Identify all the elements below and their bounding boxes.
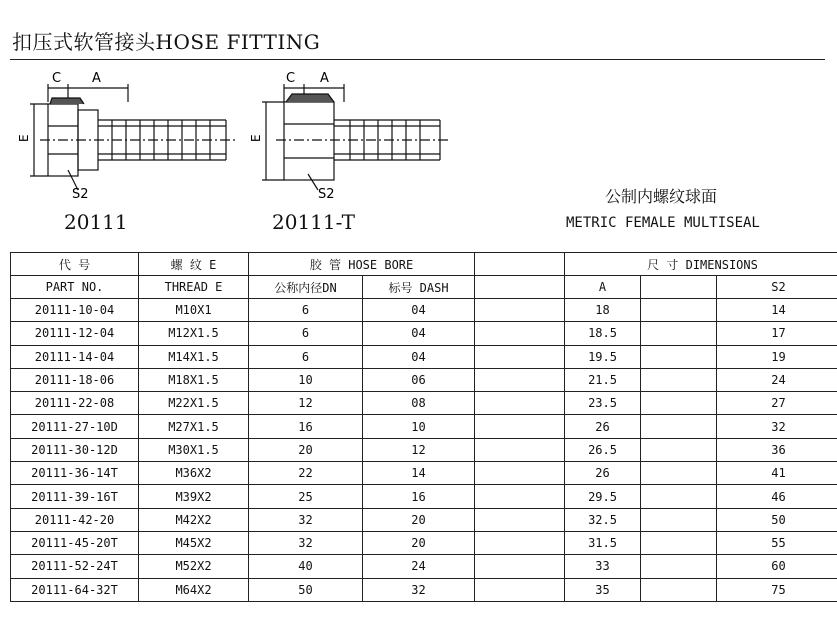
dim-s2-cell: 60 (717, 555, 837, 578)
dim-s2-cell: 41 (717, 462, 837, 485)
table-row (11, 485, 837, 508)
part-no-cell: 20111-14-04 (11, 345, 139, 368)
dim-a-cell: 18 (565, 299, 641, 322)
table-row (11, 578, 837, 601)
drawing-code-20111: 20111 (64, 210, 128, 234)
part-no-cell: 20111-30-12D (11, 438, 139, 461)
part-no-cell: 20111-42-20 (11, 508, 139, 531)
table-row (11, 555, 837, 578)
dim-s2-cell: 24 (717, 368, 837, 391)
header-code: 代 号 (11, 253, 139, 276)
blank-cell (641, 485, 717, 508)
header-dash: 标号 DASH (363, 276, 475, 299)
dn-cell: 22 (249, 462, 363, 485)
thread-cell: M12X1.5 (139, 322, 249, 345)
dash-cell: 04 (363, 299, 475, 322)
dash-cell: 20 (363, 531, 475, 554)
thread-cell: M18X1.5 (139, 368, 249, 391)
header-dimensions: 尺 寸 DIMENSIONS (565, 253, 837, 276)
table-header-row-2 (11, 276, 837, 299)
blank-cell (641, 438, 717, 461)
dim-s2-cell: 19 (717, 345, 837, 368)
header-thread: 螺 纹 E (139, 253, 249, 276)
part-no-cell: 20111-18-06 (11, 368, 139, 391)
dash-cell: 04 (363, 345, 475, 368)
dim-s2-cell: 32 (717, 415, 837, 438)
table-row (11, 345, 837, 368)
dim-a-cell: 33 (565, 555, 641, 578)
blank-cell (641, 345, 717, 368)
dash-cell: 14 (363, 462, 475, 485)
part-no-cell: 20111-10-04 (11, 299, 139, 322)
blank-cell (475, 438, 565, 461)
header-thread-e: THREAD E (139, 276, 249, 299)
blank-cell (641, 368, 717, 391)
part-no-cell: 20111-64-32T (11, 578, 139, 601)
dim-s2-cell: 50 (717, 508, 837, 531)
blank-cell (475, 531, 565, 554)
dn-cell: 25 (249, 485, 363, 508)
thread-cell: M42X2 (139, 508, 249, 531)
blank-cell (641, 299, 717, 322)
blank-cell (641, 462, 717, 485)
part-no-cell: 20111-39-16T (11, 485, 139, 508)
thread-cell: M45X2 (139, 531, 249, 554)
dim-a-label-1: A (92, 71, 101, 86)
blank-cell (475, 555, 565, 578)
table-row (11, 415, 837, 438)
drawing-code-20111-T: 20111-T (272, 210, 356, 234)
dash-cell: 24 (363, 555, 475, 578)
blank-cell (475, 462, 565, 485)
blank-cell (641, 322, 717, 345)
dim-s2-cell: 36 (717, 438, 837, 461)
dim-a-cell: 32.5 (565, 508, 641, 531)
part-no-cell: 20111-12-04 (11, 322, 139, 345)
dn-cell: 40 (249, 555, 363, 578)
table-row (11, 322, 837, 345)
thread-cell: M14X1.5 (139, 345, 249, 368)
table-header-row-1 (11, 253, 837, 276)
dim-a-cell: 26 (565, 462, 641, 485)
subtitle-chinese: 公制内螺纹球面 (605, 187, 718, 206)
table-row (11, 508, 837, 531)
blank-cell (475, 578, 565, 601)
dash-cell: 12 (363, 438, 475, 461)
part-no-cell: 20111-45-20T (11, 531, 139, 554)
blank-cell (641, 531, 717, 554)
dim-a-cell: 21.5 (565, 368, 641, 391)
dim-c-label-2: C (286, 71, 296, 86)
header-dn: 公称内径DN (249, 276, 363, 299)
thread-cell: M27X1.5 (139, 415, 249, 438)
part-no-cell: 20111-27-10D (11, 415, 139, 438)
blank-cell (475, 508, 565, 531)
part-no-cell: 20111-52-24T (11, 555, 139, 578)
table-row (11, 462, 837, 485)
dash-cell: 32 (363, 578, 475, 601)
dn-cell: 16 (249, 415, 363, 438)
table-row (11, 531, 837, 554)
dim-a-cell: 29.5 (565, 485, 641, 508)
header-blank-3 (475, 276, 565, 299)
dim-s2-cell: 14 (717, 299, 837, 322)
subtitle-english: METRIC FEMALE MULTISEAL (566, 215, 760, 231)
dn-cell: 6 (249, 299, 363, 322)
dim-e-label-1: E (17, 134, 31, 142)
spec-table (10, 252, 837, 602)
thread-cell: M10X1 (139, 299, 249, 322)
dn-cell: 20 (249, 438, 363, 461)
dim-s2-cell: 17 (717, 322, 837, 345)
blank-cell (641, 392, 717, 415)
thread-cell: M22X1.5 (139, 392, 249, 415)
blank-cell (475, 485, 565, 508)
blank-cell (641, 508, 717, 531)
blank-cell (641, 578, 717, 601)
dn-cell: 32 (249, 531, 363, 554)
dn-cell: 10 (249, 368, 363, 391)
dim-c-label-1: C (52, 71, 62, 86)
dim-s2-label-1: S2 (72, 187, 89, 202)
dn-cell: 32 (249, 508, 363, 531)
thread-cell: M36X2 (139, 462, 249, 485)
dash-cell: 06 (363, 368, 475, 391)
dn-cell: 6 (249, 345, 363, 368)
blank-cell (475, 392, 565, 415)
dim-a-cell: 26.5 (565, 438, 641, 461)
blank-cell (475, 368, 565, 391)
drawing-20111 (30, 84, 236, 190)
dim-a-cell: 19.5 (565, 345, 641, 368)
dim-e-label-2: E (249, 134, 263, 142)
dim-a-cell: 31.5 (565, 531, 641, 554)
part-no-cell: 20111-36-14T (11, 462, 139, 485)
blank-cell (475, 322, 565, 345)
thread-cell: M64X2 (139, 578, 249, 601)
table-row (11, 392, 837, 415)
dash-cell: 10 (363, 415, 475, 438)
title-divider (10, 59, 825, 60)
dim-s2-cell: 46 (717, 485, 837, 508)
thread-cell: M52X2 (139, 555, 249, 578)
header-s2: S2 (717, 276, 837, 299)
dash-cell: 04 (363, 322, 475, 345)
header-blank-4 (641, 276, 717, 299)
dash-cell: 16 (363, 485, 475, 508)
dim-s2-cell: 75 (717, 578, 837, 601)
dim-a-cell: 35 (565, 578, 641, 601)
part-no-cell: 20111-22-08 (11, 392, 139, 415)
dim-a-cell: 23.5 (565, 392, 641, 415)
thread-cell: M30X1.5 (139, 438, 249, 461)
page-title: 扣压式软管接头HOSE FITTING (12, 30, 321, 54)
dim-s2-cell: 27 (717, 392, 837, 415)
header-a: A (565, 276, 641, 299)
drawing-20111-T (262, 84, 450, 190)
table-row (11, 299, 837, 322)
blank-cell (475, 415, 565, 438)
dash-cell: 20 (363, 508, 475, 531)
header-blank (475, 253, 565, 276)
header-hose-bore: 胶 管 HOSE BORE (249, 253, 475, 276)
blank-cell (641, 415, 717, 438)
dim-a-cell: 18.5 (565, 322, 641, 345)
dn-cell: 12 (249, 392, 363, 415)
dim-a-cell: 26 (565, 415, 641, 438)
dim-s2-cell: 55 (717, 531, 837, 554)
thread-cell: M39X2 (139, 485, 249, 508)
blank-cell (475, 345, 565, 368)
header-part-no: PART NO. (11, 276, 139, 299)
blank-cell (475, 299, 565, 322)
blank-cell (641, 555, 717, 578)
dim-a-label-2: A (320, 71, 329, 86)
dim-s2-label-2: S2 (318, 187, 335, 202)
dn-cell: 6 (249, 322, 363, 345)
table-row (11, 438, 837, 461)
table-row (11, 368, 837, 391)
dash-cell: 08 (363, 392, 475, 415)
dn-cell: 50 (249, 578, 363, 601)
